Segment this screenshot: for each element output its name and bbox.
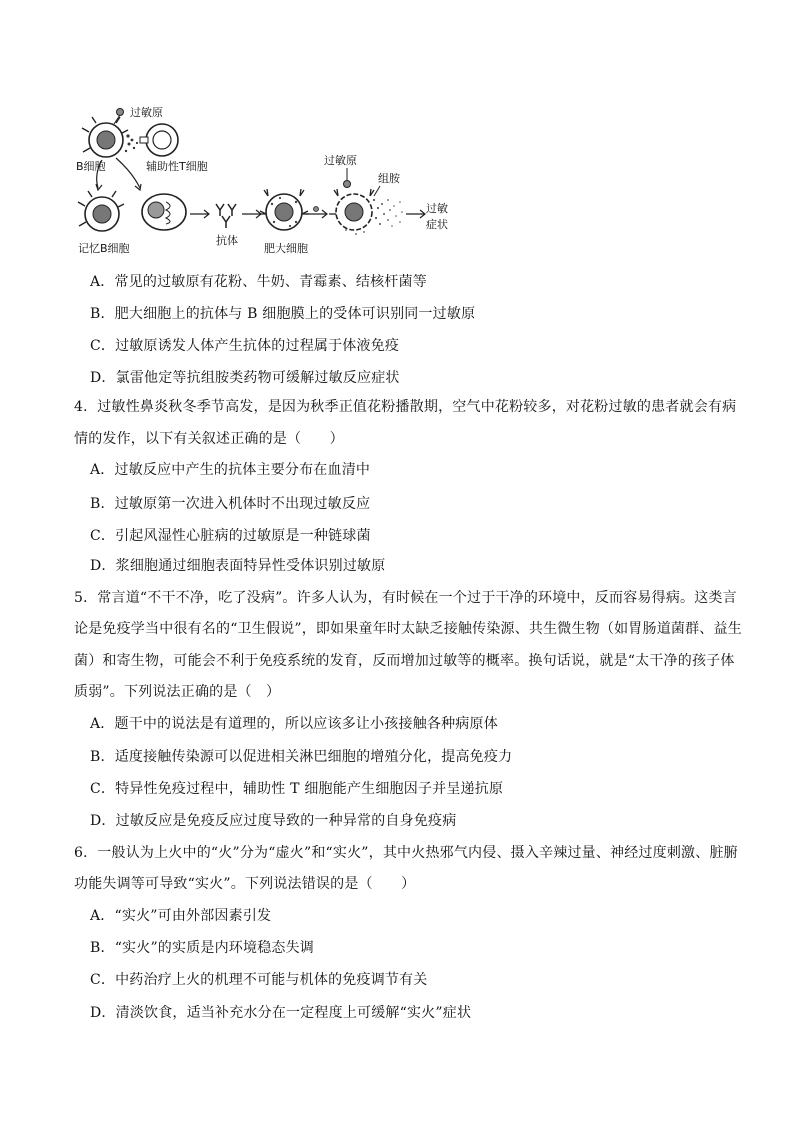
label-allergen-right: 过敏原 bbox=[324, 154, 357, 167]
q6-stem-line-2: 功能失调等可导致“实火”。下列说法错误的是（ ） bbox=[74, 876, 416, 892]
allergen-dot-right bbox=[344, 181, 351, 188]
q6-option-c: C．中药治疗上火的机理不可能与机体的免疫调节有关 bbox=[90, 972, 428, 988]
q5-stem-line-3: 菌）和寄生物，可能会不利于免疫系统的发育，反而增加过敏等的概率。换句话说，就是“太干净的孩子体 bbox=[74, 653, 735, 669]
q5-stem-line-1: 5．常言道“不干不净，吃了没病”。许多人认为，有时候在一个过于干净的环境中，反而容易得病。这类言 bbox=[74, 590, 737, 606]
label-memory-b: 记忆B细胞 bbox=[78, 242, 130, 255]
b-cell-shape bbox=[82, 117, 128, 157]
label-antibody: 抗体 bbox=[216, 234, 238, 247]
q4-option-d: D．浆细胞通过细胞表面特异性受体识别过敏原 bbox=[90, 558, 386, 574]
label-helper-t: 辅助性T细胞 bbox=[146, 160, 208, 173]
q3-option-c: C．过敏原诱发人体产生抗体的过程属于体液免疫 bbox=[90, 338, 400, 354]
q4-option-c: C．引起风湿性心脏病的过敏原是一种链球菌 bbox=[90, 528, 371, 544]
q4-option-b: B．过敏原第一次进入机体时不出现过敏反应 bbox=[90, 496, 371, 512]
q4-option-a: A．过敏反应中产生的抗体主要分布在血清中 bbox=[90, 462, 371, 478]
allergy-diagram bbox=[74, 96, 474, 262]
q6-option-b: B．“实火”的实质是内环境稳态失调 bbox=[90, 940, 315, 956]
antibody-symbols bbox=[216, 204, 236, 228]
q3-option-a: A．常见的过敏原有花粉、牛奶、青霉素、结核杆菌等 bbox=[90, 274, 427, 290]
plasma-cell-shape bbox=[142, 194, 186, 230]
q3-option-b: B．肥大细胞上的抗体与 B 细胞膜上的受体可识别同一过敏原 bbox=[90, 306, 476, 322]
allergen-dot bbox=[117, 109, 124, 116]
label-symptom-2: 症状 bbox=[426, 218, 448, 231]
q5-stem-line-2: 论是免疫学当中很有名的“卫生假说”，即如果童年时太缺乏接触传染源、共生微生物（如胃肠道菌群、益生 bbox=[74, 621, 742, 637]
q5-option-d: D．过敏反应是免疫反应过度导致的一种异常的自身免疫病 bbox=[90, 813, 457, 829]
q5-stem-line-4: 质弱”。下列说法正确的是（ ） bbox=[74, 684, 281, 700]
q5-option-c: C．特异性免疫过程中，辅助性 T 细胞能产生细胞因子并呈递抗原 bbox=[90, 781, 504, 797]
mast-cell-shape bbox=[259, 189, 309, 230]
q5-option-a: A．题干中的说法是有道理的，所以应该多让小孩接触各种病原体 bbox=[90, 716, 498, 732]
q5-option-b: B．适度接触传染源可以促进相关淋巴细胞的增殖分化，提高免疫力 bbox=[90, 749, 513, 765]
q4-stem-line-2: 情的发作，以下有关叙述正确的是（ ） bbox=[74, 431, 344, 447]
q6-option-a: A．“实火”可由外部因素引发 bbox=[90, 908, 272, 924]
label-allergen-top: 过敏原 bbox=[130, 106, 163, 119]
q4-stem-line-1: 4．过敏性鼻炎秋冬季节高发，是因为秋季正值花粉播散期，空气中花粉较多，对花粉过敏的患者就会有病 bbox=[74, 399, 737, 415]
label-histamine: 组胺 bbox=[378, 172, 400, 185]
q6-option-d: D．清淡饮食，适当补充水分在一定程度上可缓解“实火”症状 bbox=[90, 1005, 472, 1021]
memory-b-cell-shape bbox=[78, 191, 124, 231]
cytokine-dots bbox=[125, 134, 138, 152]
allergy-mechanism-figure bbox=[74, 96, 474, 262]
q3-option-d: D．氯雷他定等抗组胺类药物可缓解过敏反应症状 bbox=[90, 370, 400, 386]
label-b-cell: B细胞 bbox=[76, 160, 106, 173]
label-symptom-1: 过敏 bbox=[426, 202, 448, 215]
q6-stem-line-1: 6．一般认为上火中的“火”分为“虚火”和“实火”，其中火热邪气内侵、摄入辛辣过量、神经过度刺激、脏腑 bbox=[74, 845, 738, 861]
helper-t-cell-shape bbox=[140, 124, 178, 156]
activated-mast-cell-shape bbox=[329, 189, 403, 235]
label-mast-cell: 肥大细胞 bbox=[264, 242, 308, 255]
